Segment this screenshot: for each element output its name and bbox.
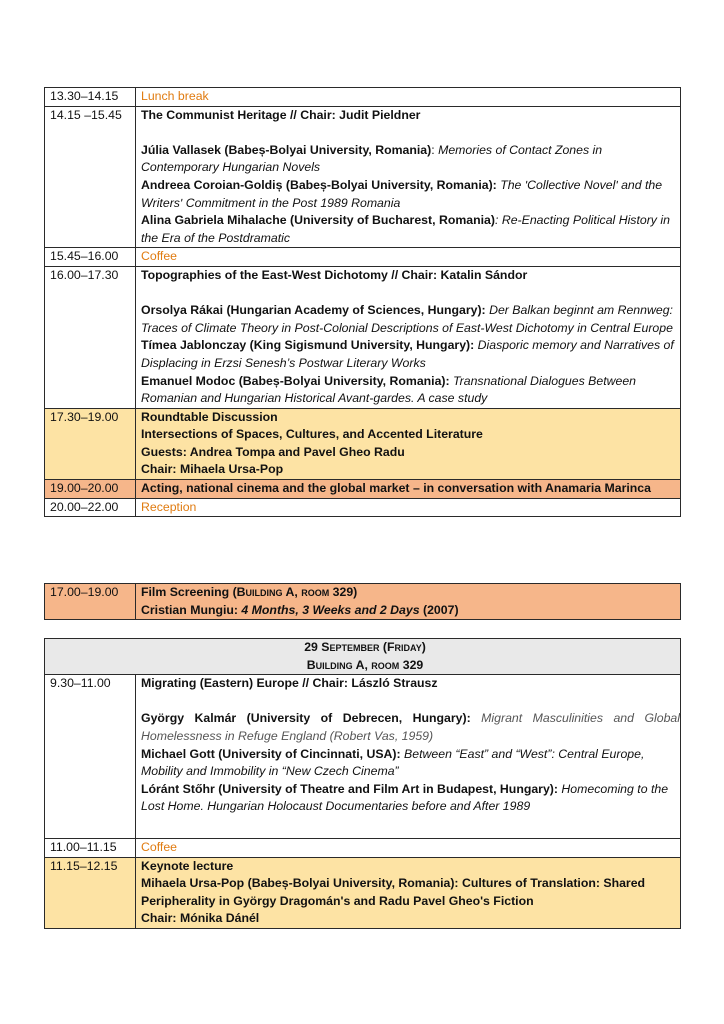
presentation bbox=[141, 337, 680, 372]
presentation-title: : Re-Enacting Political History in the Era of the Postdramatic bbox=[141, 213, 670, 245]
film-title: 4 Months, 3 Weeks and 2 Days bbox=[241, 602, 420, 617]
time-cell: 17.30–19.00 bbox=[45, 408, 136, 479]
schedule-row bbox=[45, 498, 681, 517]
presentation-title: Memories of Contact Zones in Contemporary Hungarian Novels bbox=[141, 142, 603, 175]
roundtable-guests: Guests: Andrea Tompa and Pavel Gheo Radu bbox=[141, 444, 405, 459]
schedule-row bbox=[45, 838, 681, 857]
film-screening-cell bbox=[136, 584, 681, 620]
presenter-name: Júlia Vallasek (Babeș-Bolyai University, Romania) bbox=[141, 142, 432, 157]
room-number: 329 bbox=[399, 657, 424, 672]
day-header bbox=[45, 639, 681, 675]
presentation-title: Between “East” and “West”: Central Europe, Mobility and Immobility in “New Czech Cinema” bbox=[141, 746, 645, 779]
day-month: September (Friday) bbox=[321, 640, 426, 654]
time-cell: 20.00–22.00 bbox=[45, 498, 136, 517]
schedule-row bbox=[45, 248, 681, 267]
screening-room: 329) bbox=[329, 585, 358, 599]
keynote-cell bbox=[136, 857, 681, 928]
presenter-affiliation: (University of Debrecen, Hungary): bbox=[236, 711, 471, 726]
schedule-row bbox=[45, 408, 681, 479]
presenter-name: Alina Gabriela Mihalache (University of Bucharest, Romania) bbox=[141, 213, 495, 228]
day-header-location bbox=[50, 657, 680, 675]
time-cell: 16.00–17.30 bbox=[45, 266, 136, 408]
presentation-title: Der Balkan beginnt am Rennweg: Traces of Climate Theory in Post-Colonial Descriptions of East-West Dichotomy in Central Europe bbox=[141, 303, 673, 335]
presenter-name: Andreea Coroian-Goldiș (Babeș-Bolyai University, Romania): bbox=[141, 177, 497, 192]
session-cell bbox=[136, 675, 681, 839]
time-cell: 11.15–12.15 bbox=[45, 857, 136, 928]
presenter-name: Orsolya Rákai bbox=[141, 303, 224, 318]
reception-label: Reception bbox=[136, 498, 681, 517]
time-cell: 15.45–16.00 bbox=[45, 248, 136, 267]
film-year: (2007) bbox=[419, 602, 459, 617]
presentation bbox=[141, 781, 680, 816]
film-details bbox=[141, 602, 680, 620]
presentation bbox=[141, 177, 680, 212]
screening-label: Film Screening ( bbox=[141, 585, 237, 599]
time-cell: 17.00–19.00 bbox=[45, 584, 136, 620]
time-cell: 11.00–11.15 bbox=[45, 838, 136, 857]
time-cell: 14.15 –15.45 bbox=[45, 106, 136, 248]
session-cell bbox=[136, 106, 681, 248]
building-label: Building A, room bbox=[306, 657, 400, 672]
presenter-name: Michael Gott (University of Cincinnati, USA): bbox=[141, 746, 401, 761]
day-header-row bbox=[45, 639, 681, 675]
presenter-name: Emanuel Modoc (Babeș-Bolyai University, Romania): bbox=[141, 373, 450, 388]
session-cell bbox=[136, 266, 681, 408]
schedule-row bbox=[45, 88, 681, 107]
separator: : bbox=[431, 142, 439, 157]
roundtable-topic: Intersections of Spaces, Cultures, and Accented Literature bbox=[141, 427, 483, 442]
schedule-row bbox=[45, 480, 681, 499]
film-director: Cristian Mungiu: bbox=[141, 602, 242, 617]
presenter-name: Lóránt Stőhr (University of Theatre and Film Art in Budapest, Hungary): bbox=[141, 781, 558, 796]
presentation bbox=[141, 212, 680, 247]
schedule-row bbox=[45, 266, 681, 408]
presentation-title: Diasporic memory and Narratives of Displacing in Erzsi Senesh’s Postwar Literary Works bbox=[141, 338, 674, 370]
time-cell: 13.30–14.15 bbox=[45, 88, 136, 107]
coffee-label: Coffee bbox=[136, 838, 681, 857]
session-title: The Communist Heritage // Chair: Judit Pieldner bbox=[141, 107, 421, 122]
schedule-table-day bbox=[44, 87, 681, 517]
lunch-break-label: Lunch break bbox=[136, 88, 681, 107]
keynote-title: Mihaela Ursa-Pop (Babeș-Bolyai University, Romania): Cultures of Translation: Shared Peripherality in György Dragomán's and Radu Pavel Gheo's Fiction bbox=[141, 876, 646, 908]
presentation-title: Transnational Dialogues Between Romanian and Hungarian Historical Avant-gardes. A case study bbox=[141, 373, 637, 406]
film-screening-table bbox=[44, 583, 681, 620]
session-title: Migrating (Eastern) Europe // Chair: László Strausz bbox=[141, 676, 438, 691]
presentation-title: The ʹCollective Novelʹ and the Writersʹ Commitment in the Post 1989 Romania bbox=[141, 177, 663, 210]
presenter-affiliation: (Hungarian Academy of Sciences, Hungary): bbox=[223, 303, 486, 318]
presentation bbox=[141, 746, 680, 781]
presentation bbox=[141, 142, 680, 177]
roundtable-chair: Chair: Mihaela Ursa-Pop bbox=[141, 462, 284, 477]
time-cell: 19.00–20.00 bbox=[45, 480, 136, 499]
session-title: Topographies of the East-West Dichotomy // Chair: Katalin Sándor bbox=[141, 267, 528, 282]
schedule-row bbox=[45, 857, 681, 928]
presentation bbox=[141, 373, 680, 408]
conversation-text: Acting, national cinema and the global market – in conversation with Anamaria Marinca bbox=[136, 480, 681, 499]
roundtable-title: Roundtable Discussion bbox=[141, 409, 278, 424]
film-screening-title bbox=[141, 584, 680, 602]
presenter-name: Tímea Jablonczay (King Sigismund University, Hungary): bbox=[141, 338, 475, 353]
schedule-row bbox=[45, 106, 681, 248]
presentation bbox=[141, 710, 680, 745]
coffee-label: Coffee bbox=[136, 248, 681, 267]
day-number: 29 bbox=[304, 640, 322, 654]
roundtable-cell bbox=[136, 408, 681, 479]
schedule-table-friday bbox=[44, 638, 681, 929]
keynote-chair: Chair: Mónika Dánél bbox=[141, 911, 260, 926]
time-cell: 9.30–11.00 bbox=[45, 675, 136, 839]
presenter-name: György Kalmár bbox=[141, 711, 237, 726]
presentation bbox=[141, 302, 680, 337]
keynote-label: Keynote lecture bbox=[141, 858, 234, 873]
presentation-title: Homecoming to the Lost Home. Hungarian Holocaust Documentaries before and After 1989 bbox=[141, 781, 669, 814]
schedule-row bbox=[45, 675, 681, 839]
schedule-row bbox=[45, 584, 681, 620]
screening-location: Building A, room bbox=[236, 585, 330, 599]
day-header-date bbox=[50, 639, 680, 657]
presentation-title: Migrant Masculinities and Global Homelessness in Refuge England (Robert Vas, 1959) bbox=[141, 711, 680, 743]
